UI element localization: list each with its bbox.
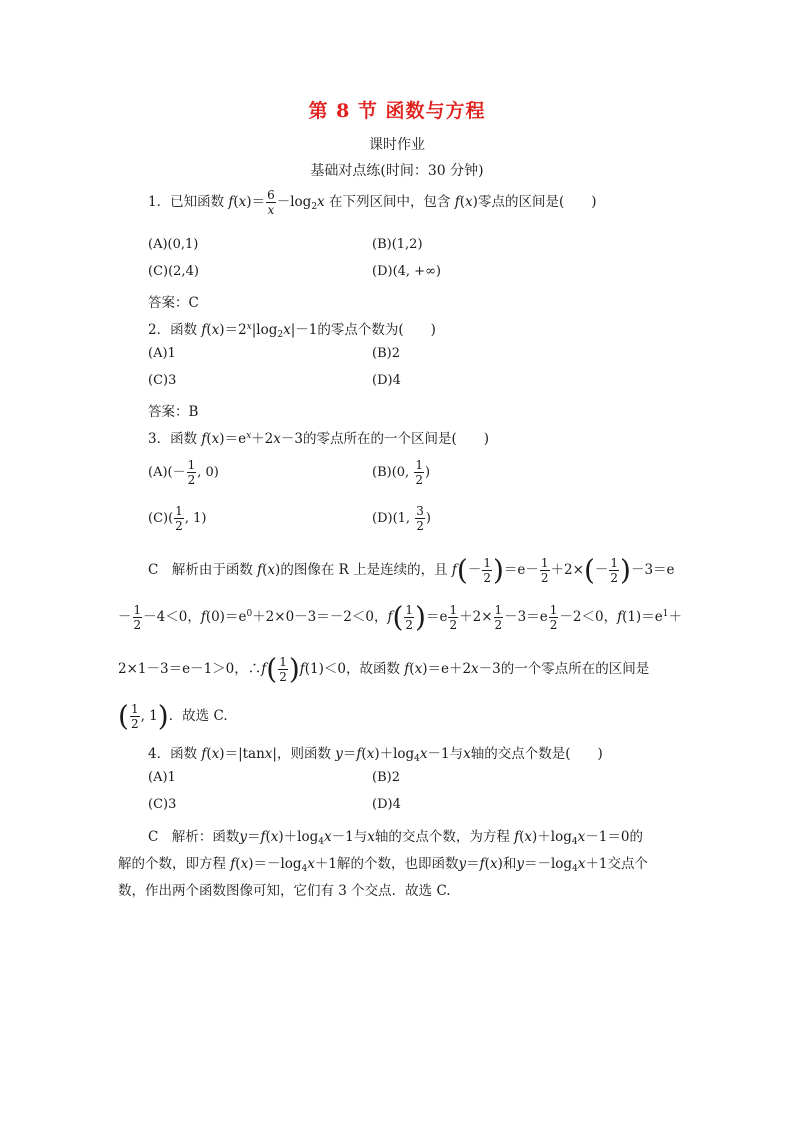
question-1-option-a: (A)(0,1) — [148, 237, 199, 252]
question-4-option-d: (D)4 — [372, 797, 401, 812]
section-subtitle: 课时作业 — [369, 137, 425, 153]
question-3-option-b: (B)(0, $\frac{1}{2}$ ) — [372, 458, 431, 487]
question-4-solution-line-3: 数，作出两个函数图像可知，它们有 3 个交点．故选 C. — [118, 883, 451, 899]
question-2-option-d: (D)4 — [372, 373, 401, 388]
page-title: 第 8 节 函数与方程 — [308, 100, 486, 122]
question-1-option-b: (B)(1,2) — [372, 237, 423, 252]
question-2-option-a: (A)1 — [148, 346, 176, 361]
question-2: 2．函数 $f(x)=2^x|\log_2x|-1$的零点个数为( ) — [148, 322, 436, 340]
question-4-option-b: (B)2 — [372, 770, 400, 785]
question-3: 3．函数 $f(x)=e^x+2x-3$的零点所在的一个区间是( ) — [148, 431, 489, 447]
practice-subtitle: 基础对点练(时间：30 分钟) — [310, 163, 484, 179]
question-3-solution-line-3: 2×1－3＝e－1＞0，∴f( $\frac{1}{2}$ )f(1)＜0，故函数 f(x)＝e＋2x－3的一个零点所在的区间是 — [118, 652, 650, 686]
question-2-option-c: (C)3 — [148, 373, 177, 388]
question-1-option-d: (D)(4, +∞) — [372, 264, 441, 279]
question-4-solution-line-2: 解的个数，即方程 $f(x)=-\log_4x+1$解的个数，也即函数y＝f(x)和$y=-\log_4x+1$交点个 — [118, 856, 649, 874]
question-3-solution-line-2: － $\frac{1}{2}$ －4＜0，$f(0)=e^0+2\times 0-3=-2<0$，f( $\frac{1}{2}$ )＝e $\frac{1}{2}$ ＋2× $\frac{1}{2}$ －3＝e $\frac{1}{2}$ －2＜0，$f(1)=e^1+$ — [118, 600, 682, 634]
question-4-solution-line-1: C 解析：函数$y=f(x)+\log_4x-1$与x轴的交点个数，为方程 $f(x)+\log_4x-1=0$的 — [148, 829, 643, 847]
question-1-answer: 答案：C — [148, 295, 199, 311]
question-3-solution-line-1: C 解析由于函数 f(x)的图像在 R 上是连续的，且 f(－ $\frac{1}{2}$ )＝e－ $\frac{1}{2}$ ＋2×(－ $\frac{1}{2}$ )－3＝e — [148, 553, 675, 587]
question-4: 4．函数 f(x)＝|tanx|，则函数 $y=f(x)+\log_4x-1$与x轴的交点个数是( ) — [148, 746, 603, 764]
question-1: 1．已知函数 f(x)＝ $\frac{6}{x}$ $-\log_2x$ 在下列区间中，包含 f(x)零点的区间是( ) — [148, 188, 597, 217]
question-3-option-c: (C)( $\frac{1}{2}$ , 1) — [148, 504, 207, 533]
question-4-option-c: (C)3 — [148, 797, 177, 812]
question-3-option-d: (D)(1, $\frac{3}{2}$ ) — [372, 504, 431, 533]
question-1-option-c: (C)(2,4) — [148, 264, 199, 279]
question-2-answer: 答案：B — [148, 404, 199, 420]
question-4-option-a: (A)1 — [148, 770, 176, 785]
question-3-solution-line-4: ( $\frac{1}{2}$ , 1)．故选 C. — [118, 699, 228, 733]
question-3-option-a: (A)(－ $\frac{1}{2}$ , 0) — [148, 458, 219, 487]
question-2-option-b: (B)2 — [372, 346, 400, 361]
